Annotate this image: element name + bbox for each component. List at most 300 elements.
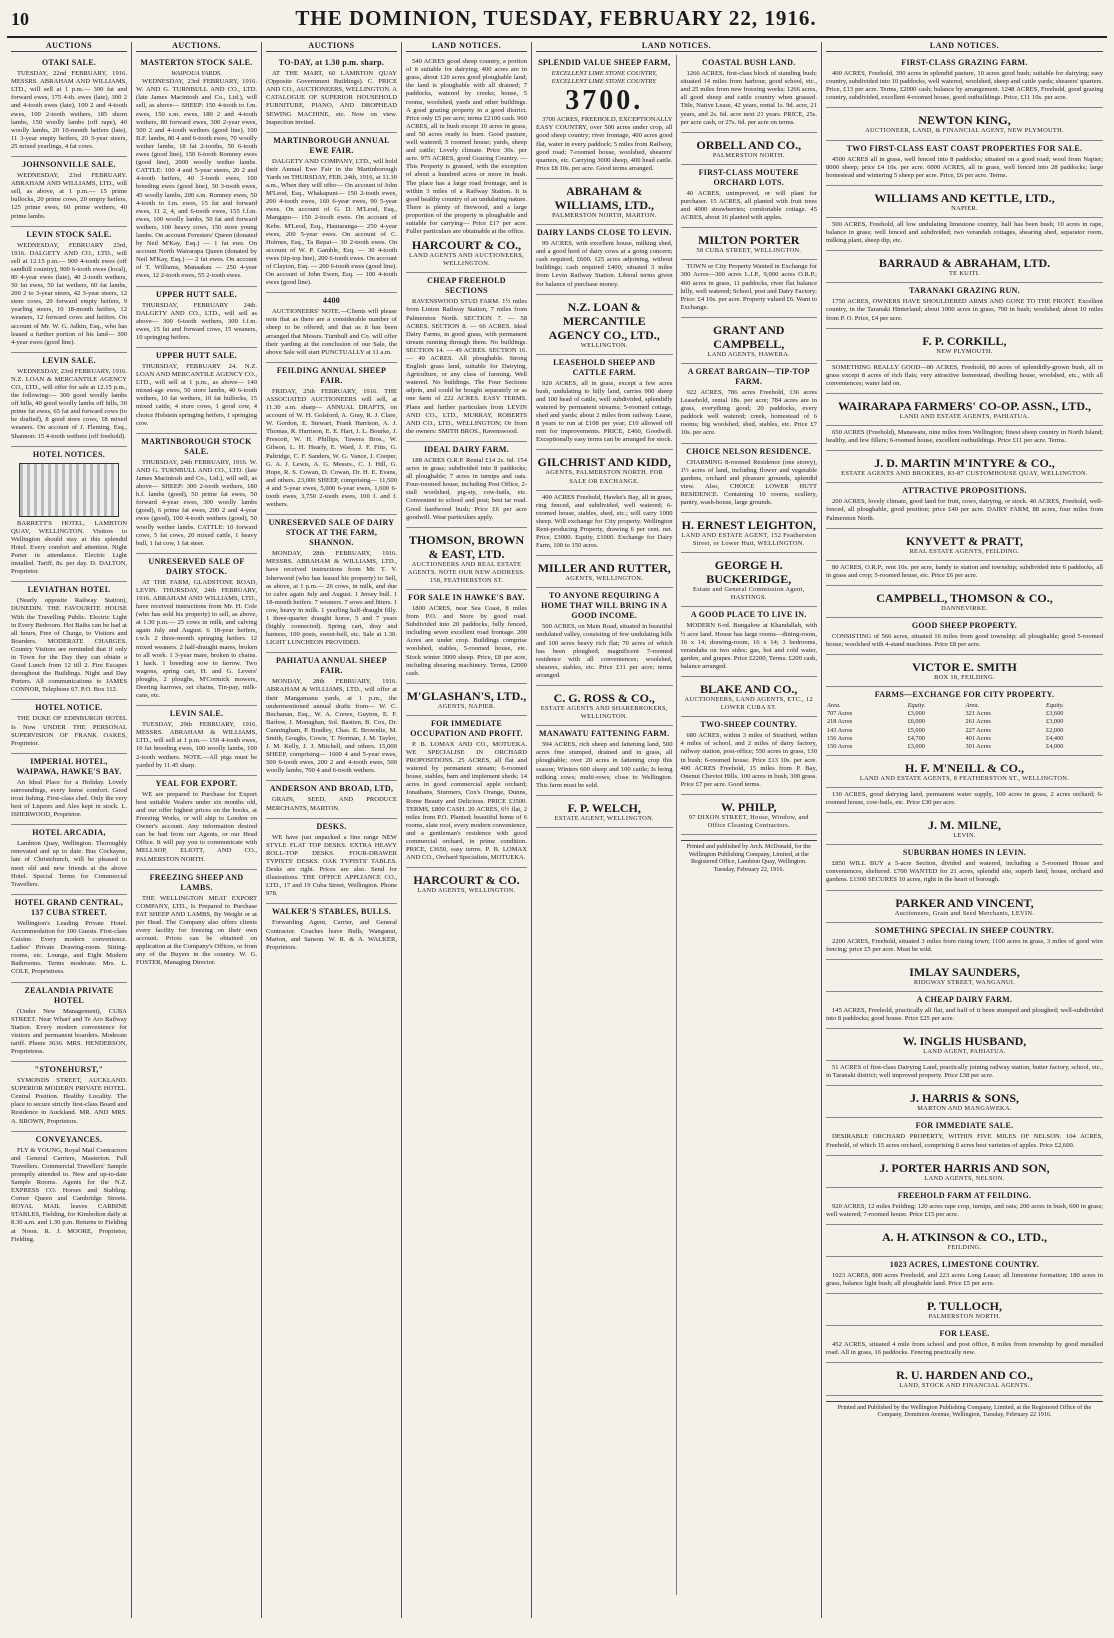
advertisement: [681, 795, 818, 835]
advertiser-name: GEORGE H. BUCKERIDGE,: [706, 558, 792, 587]
ad-heading: CHEAP FREEHOLD SECTIONS: [427, 276, 506, 296]
ad-heading: UPPER HUTT SALE.: [156, 351, 237, 360]
advertisement: [681, 55, 818, 133]
advertisement: [536, 556, 673, 588]
ad-heading: HOTEL NOTICE.: [35, 703, 103, 713]
ad-heading: 1023 ACRES, LIMESTONE COUNTRY.: [889, 1260, 1040, 1269]
ad-heading: HOTEL NOTICES.: [32, 449, 106, 459]
advertisement: [826, 108, 1103, 140]
ad-heading: SUBURBAN HOMES IN LEVIN.: [902, 848, 1027, 858]
advertisement: [826, 586, 1103, 618]
ad-body: FLY & YOUNG, Royal Mail Contractors and General Carriers, Masterton. Full Travellers. Commercial Travellers' Sample promptly attended to. New and up-to-date Sample Rooms. Agents for the N.Z. EXPRESS CO. Horses and Stabling. Corner Queen and Cambridge Streets. ROYAL MAIL leaves CARBINE STABLES, Fielding, for Kimbolton daily at 8.30 a.m. and 1.30 p.m. Returns to Fielding at Noon. R. J. MOORE, Proprietor, Fielding.: [11, 1146, 127, 1243]
advertisement: [681, 318, 818, 364]
ad-heading: OTAKI SALE.: [41, 58, 97, 68]
advertisement: [266, 904, 397, 956]
advertiser-name: HARCOURT & CO.,: [411, 238, 522, 253]
advertisement: [681, 553, 818, 607]
advertisement: [406, 590, 527, 684]
advertisement: [136, 287, 257, 348]
advertisement: [11, 825, 127, 895]
ad-body: RAVENSWOOD STUD FARM. 1½ miles from Linton Railway Station, 7 miles from Palmerston North. SECTION 7. — 58 ACRES. SECTION 8. — 66 ACRES. Ideal Dairy Farms, in good grass, with permanent stream running through them. No buildings. SECTION 14. — 49 ACRES. SECTION 16. — 49 ACRES. All ploughable. Strong English grass land, suitable for Dairying, Agriculture, or any class of farming. Well watered. No buildings. The Four Sections adjoin, and could be bought separately or as one farm of 222 ACRES. EASY TERMS. Plans and further particulars from LEVIN AND CO., LTD., MURRAY, ROBERTS AND CO., LTD., WELLINGTON; Or from the owners: SMITH BROS., Ravenswood.: [406, 298, 527, 435]
advertisement: [826, 845, 1103, 890]
advertiser-name: P. TULLOCH,: [926, 1299, 1003, 1314]
columns: [7, 42, 1107, 1618]
ad-body: 920 ACRES, 12 miles Feilding; 120 acres rape crop, turnips, and oats; 200 acres in bush, 600 in grass; well watered; 7-roomed house. Price £15 per acre.: [826, 1202, 1103, 1218]
advertisement: [681, 133, 818, 165]
ad-heading: TO ANYONE REQUIRING A HOME THAT WILL BRING IN A GOOD INCOME.: [541, 591, 668, 621]
column-2: [132, 42, 262, 1618]
advertisement: [681, 228, 818, 260]
advertisement: [826, 529, 1103, 561]
advertiser-address: LAND AGENTS, WELLINGTON.: [417, 887, 516, 895]
ad-heading: FOR LEASE.: [939, 1329, 990, 1339]
advertiser-address: 58 CUBA STREET, WELLINGTON.: [696, 247, 802, 255]
advertiser-address: LAND AGENTS, NELSON.: [924, 1174, 1005, 1182]
advertiser-address: LAND, STOCK AND FINANCIAL AGENTS.: [899, 1382, 1030, 1390]
advertiser-name: GILCHRIST AND KIDD,: [537, 455, 671, 470]
table-cell: Area.: [827, 702, 841, 710]
advertiser-name: HARCOURT & CO.: [413, 873, 520, 888]
ad-body: 594 ACRES, rich sheep and fattening land, 500 acres fine stumped, drained and in grass, all ploughable; over 20 acres in fattening crop this season; Winters 600 sheep and 100 cattle; Is being milking cows; multi-rows; close to Wellington. This farm must be sold.: [536, 741, 673, 789]
advertisement: [406, 716, 527, 868]
ad-body: 145 ACRES, Freehold, practically all flat, and half of it been stumped and ploughed; well-subdivided into 8 paddocks; good house. Price £25 per acre.: [826, 1006, 1103, 1022]
advertiser-address: AUCTIONEER, LAND, & FINANCIAL AGENT, NEW PLYMOUTH.: [865, 127, 1064, 135]
ad-heading: LEVIN SALE.: [169, 709, 224, 719]
column-heading: AUCTIONS: [11, 42, 127, 52]
advertiser-address: AGENTS, WELLINGTON.: [565, 575, 644, 583]
table-cell: 321 Acres: [965, 710, 991, 718]
ad-body: TOWN or City Property Wanted in Exchange for 300 Acres—300 acres L.I.P., 9,000 acres O.R.P.; 460 acres in grass, 11 paddocks, river flat balance hilly, well watered; School, post and Dairy Factory; Price: £4 10s. per acre. Property valued £6. Want to Exchange.: [680, 263, 817, 311]
advertisement: [536, 686, 673, 726]
farms-table: [826, 702, 1103, 751]
ad-body: THE DUKE OF EDINBURGH HOTEL Is Now UNDER THE PERSONAL SUPERVISION OF FRANK OAKES, Proprietor.: [11, 715, 127, 747]
ad-body: Forwarding Agent, Carrier, and General Contractor. Coaches leave Bulls, Wanganui, Marton, and Sanson. W. R. & A. WALKER, Proprietors.: [266, 919, 397, 951]
ad-body: DESIRABLE ORCHARD PROPERTY, WITHIN FIVE MILES OF NELSON. 104 ACRES, Freehold, of which 15 acres orchard, comprising 6 acres best varieties of apples. Price £2,600.: [826, 1133, 1103, 1149]
advertisement: [11, 157, 127, 227]
ad-heading: HOTEL GRAND CENTRAL, 137 CUBA STREET.: [14, 897, 124, 917]
ad-body: 1266 ACRES, first-class block of standing bush; situated 14 miles from harbour, good school, etc., and 25 miles from new freezing works; 1266 acres, all good sheep and cattle country when grassed. Title, Native Lease, 42 years, rental 1s. 9d. acre, 21 years, and 2s. 6d. acre next 21 years. PRICE, 25s. per acre cash, or 27s. 6d. per acre on terms.: [680, 70, 817, 126]
advertisement: [266, 781, 397, 818]
ad-heading: FOR IMMEDIATE SALE.: [915, 1121, 1014, 1131]
advertisement: [11, 227, 127, 353]
ad-body: THE WELLINGTON MEAT EXPORT COMPANY, LTD., Is Prepared to Purchase FAT SHEEP AND LAMBS, By Weight or at per Head. The Company also offers clients every facility for freezing on their own account. Prices can be obtained on application at the Company's Offices, or from any of the Buyers in the country. W. G. FOSTER, Managing Director.: [136, 894, 257, 967]
ad-body: 680 ACRES, within 3 miles of Stratford, within 4 miles of school, and 2 miles of dairy factory, railway station, post-office; 550 acres in grass, 130 in bush; 6-roomed house. Price £13 10s. per acre. 400 ACRES Freehold, 15 miles from P. Bay, Onenui Cheviot Hills. 100 acres in bush, 300 grass. Price £7 per acre. Good terms.: [680, 732, 817, 788]
table-cell: Equity.: [907, 702, 926, 710]
printer-imprint: Printed and Published by the Wellington Publishing Company, Limited, at the Registered Office of the Company, Dominion Avenue, Wellington, Tuesday, February 22 1916.: [826, 1401, 1103, 1419]
ad-heading: UPPER HUTT SALE.: [156, 289, 237, 299]
ad-heading: CHOICE NELSON RESIDENCE.: [686, 446, 812, 456]
table-cell: 156 Acres: [827, 734, 853, 742]
advertisement: [826, 451, 1103, 483]
table-cell: £3,000: [907, 710, 925, 718]
ad-body: SYMONDS STREET, AUCKLAND. SUPERIOR MODERN PRIVATE HOTEL. Central Position. Healthy Locality. The place to secure strictly first-class Board and Residence in Auckland. MR. AND MRS. A. BROWN, Proprietors.: [11, 1077, 127, 1125]
ad-heading: A GREAT BARGAIN—TIP-TOP FARM.: [687, 366, 810, 386]
advertisement: [826, 1086, 1103, 1118]
advertisement: [826, 55, 1103, 108]
advertisement: [536, 491, 673, 557]
advertisement: [406, 868, 527, 899]
advertiser-name: W. PHILP,: [721, 799, 777, 814]
ad-body: CHARMING 8-roomed Residence (one storey), 1½ acres of land, including flower and vegetable gardens, orchard and pleasure grounds, splendid view. Also, CHOICE LOWER HUTT RESIDENCE. Containing 10 rooms, scullery, pantry, wash-house, large grounds.: [680, 458, 817, 506]
advertiser-address: AGENTS, PALMERSTON NORTH. FOR SALE OR EXCHANGE.: [545, 469, 664, 485]
advertisement: [136, 706, 257, 776]
table-row: [826, 743, 1103, 751]
ad-heading: COASTAL BUSH LAND.: [702, 58, 796, 68]
ad-heading: MANAWATU FATTENING FARM.: [539, 729, 670, 739]
ad-heading: A GOOD PLACE TO LIVE IN.: [690, 610, 807, 620]
advertiser-address: BOX 18, FEILDING.: [934, 674, 995, 682]
advertiser-name: ABRAHAM & WILLIAMS, LTD.,: [554, 183, 655, 212]
ad-body: 3700 ACRES, FREEHOLD, EXCEPTIONALLY EASY COUNTRY, over 500 acres under crop, all good sheep country; river frontage, 400 acres good flat, water in every paddock; 5 miles from Railway, good road; 7-roomed house, woolshed, shearers' quarters, etc. Carrying 3000 sheep, 400 head cattle. Price £8 10s. per acre. Good terms arranged.: [536, 116, 673, 172]
ad-body: SOMETHING REALLY GOOD—80 ACRES, Freehold, 80 acres of splendidly-grown bush, all in grass except 8 acres of rich flats; very attractive homestead, dwelling house, woolshed, etc., with all conveniences; water laid on.: [826, 363, 1103, 387]
advertisement: [681, 513, 818, 553]
table-cell: Area.: [965, 702, 980, 710]
ad-heading: FREEZING SHEEP AND LAMBS.: [149, 872, 244, 892]
advertisement: [136, 554, 257, 706]
ad-heading: ZEALANDIA PRIVATE HOTEL: [24, 985, 114, 1005]
advertisement: [826, 618, 1103, 655]
ad-heading: LEVIATHAN HOTEL: [27, 585, 111, 595]
advertisement: [826, 1029, 1103, 1061]
table-row: [826, 710, 1103, 718]
table-cell: £3,600: [1046, 710, 1064, 718]
ad-body: (Nearly opposite Railway Station), DUNEDIN. THE FAVOURITE HOUSE With the Travelling Public. Electric Light in Every Bedroom. Hot Baths can be had at all hours, Free of Charge, to Visitors and Boarders. MODERATE CHARGES. Country Visitors are reminded that if only in Town for the Day they can obtain a Good Lunch from 12 till 2. Fire Escapes throughout the Buildings. Night and Day Porters. All communications to JAMES CONNOR, Telephone 67. P.O. Box 112.: [11, 597, 127, 694]
advertisement: [11, 983, 127, 1063]
advertisement: [826, 329, 1103, 361]
ad-body: THURSDAY, FEBRUARY 24th. DALGETY AND CO., LTD., will sell as above— 300 6-tooth wethers, 300 f.f.m. ewes, 15 fat and forward cows, 15 weaners, 10 springing heifers.: [136, 301, 257, 341]
advertiser-name: H. F. M'NEILL & CO.,: [905, 760, 1024, 775]
advertisement: [536, 55, 673, 179]
advertisement: [11, 1062, 127, 1132]
ad-heading: GOOD SHEEP PROPERTY.: [911, 621, 1018, 630]
advertisement: [826, 1326, 1103, 1363]
table-cell: 227 Acres: [965, 726, 991, 734]
table-cell: £4,000: [1046, 742, 1064, 750]
advertisement: [406, 273, 527, 442]
advertisement: [536, 796, 673, 828]
advertiser-address: LEVIN.: [953, 832, 976, 840]
advertisement: [826, 561, 1103, 586]
advertiser-address: ESTATE AGENTS AND SHAREBROKERS, WELLINGTON.: [540, 705, 668, 721]
ad-body: GRAIN, SEED, AND PRODUCE MERCHANTS, MARTON.: [266, 796, 397, 812]
advertiser-name: CAMPBELL, THOMSON & CO.,: [876, 590, 1053, 605]
advertiser-name: J. HARRIS & SONS,: [909, 1091, 1020, 1106]
advertiser-name: N.Z. LOAN & MERCANTILE AGENCY CO., LTD.,: [548, 299, 660, 342]
advertisement: [826, 655, 1103, 687]
column-4-ads: [406, 55, 527, 899]
column-heading: LAND NOTICES.: [826, 42, 1103, 52]
ad-body: WEDNESDAY, 23rd FEBRUARY, 1916. W. AND G. TURNBULL AND CO., LTD. (late James Macintosh and Co., Ltd.), will sell, as above— SHEEP: 150 4-tooth to f.m. ewes, 150 s.m. ewes, 180 2 and 4-tooth wethers, 80 forward ewes, 300 2-year ewes, 500 2 and 4-tooth wethers (good line), 100 B.F. lambs, 80 4 and 6-tooth ewes, 70 woolly wether lambs, 18 fat 2-tooths, 50 6-tooth ewes (good line), 150 6-tooth Romney ewes (good line), 2000 woolly wether lambs. CATTLE: 100 4 and 5-year steers, 20 2 and 4-tooth heifers, 40 3-tooth ewes, 100 breeding ewes (good line), 30 3-tooth ewes, 45 woolly lambs, 200 s.m. Romney ewes, 50 4-tooth to f.m. ewes, 15 fat and forward ewes, 11 2, 4, and 6-tooth ewes, 155 f.f.m. ewes, 100 woolly lambs, 50 fat and forward wethers, 100 heavy cows, 150 store young lambs. On account Foresters' Queen (donated by Neil M'Kay, Esq.) — 1 fat ewe. On account North Wairarapa Queen (donated by Neil M'Kay, Esq.) — 2 fat ewes. On account of T. Williams, Manaakau — 250 4-year ewes, 12 2-tooth ewes, 55 2-tooth ewes.: [136, 78, 257, 280]
ad-body: 188 ACRES O.R.P. Rental £14 2s. 6d. 154 acres in grass; subdivided into 8 paddocks; all ploughable; 7 acres in turnips and oats. Four-roomed house, including Post Office, 2-stall woolshed, pig-sty, cow-bails, etc. Convenient to school and post; best tar road. Good hardwood bush; Price £6 per acre goodwill. Wear particulars apply.: [406, 456, 527, 521]
advertisement: [11, 700, 127, 753]
advertiser-address: NEW PLYMOUTH.: [936, 347, 993, 355]
advertiser-address: PALMERSTON NORTH.: [712, 151, 785, 159]
table-cell: 143 Acres: [827, 726, 853, 734]
advertiser-name: PARKER AND VINCENT,: [895, 895, 1034, 910]
table-cell: £3,000: [1046, 718, 1064, 726]
advertiser-address: TE KUITI.: [948, 270, 981, 278]
ad-body: 200 ACRES, lovely climate, good land for fruit, cows, dairying, or stock. 40 ACRES, Freehold, well-fenced, all ploughable, good position; price £40 per acre. DAIRY FARM, 88 acres, four miles from Palmerston North.: [826, 498, 1103, 522]
advertiser-address: DANNEVIRKE.: [941, 604, 988, 612]
advertiser-address: LAND AND ESTATE AGENT, 152 Featherston Street, or Lower Hutt, WELLINGTON.: [681, 532, 817, 548]
advertiser-name: R. U. HARDEN AND CO.,: [896, 1368, 1033, 1383]
advertiser-address: LAND AGENT, PAHIATUA.: [923, 1048, 1006, 1056]
advertisement: [826, 1396, 1103, 1423]
column-heading: AUCTIONS: [266, 42, 397, 52]
ad-heading: FOR SALE IN HAWKE'S BAY.: [408, 592, 525, 602]
advertisement: [826, 251, 1103, 283]
table-row: [826, 702, 1103, 710]
advertisement: [136, 870, 257, 973]
ad-heading: IDEAL DAIRY FARM.: [423, 444, 510, 454]
advertisement: [11, 353, 127, 447]
table-cell: 401 Acres: [965, 734, 991, 742]
ad-heading: TO-DAY, at 1.30 p.m. sharp.: [278, 58, 385, 68]
ad-body: THURSDAY, 24th FEBRUARY, 1916. W. AND G. TURNBULL AND CO., LTD. (late James Macintosh and Co., Ltd.), will sell, as above— SHEEP: 300 2-tooth wethers, 180 b.f. lambs (good), 50 prime fat ewes, 50 forward 4-year ewes, 300 woolly lambs (good), 6 prime fat ewes, 200 2 and 4-year ewes (good), 100 4-tooth wethers (good), 50 woolly wether lambs. CATTLE: 10 forward cows, 5 fat cows, 20 mixed cattle, 1 heavy bull, 1 fat cow, 1 fat steer.: [136, 458, 257, 547]
advertiser-name: GRANT AND CAMPBELL,: [713, 322, 785, 351]
ad-heading: TARANAKI GRAZING RUN.: [909, 286, 1020, 296]
masthead: [7, 6, 1107, 38]
advertisement: [11, 582, 127, 700]
table-cell: 150 Acres: [827, 742, 853, 750]
ad-heading: A CHEAP DAIRY FARM.: [916, 994, 1013, 1004]
advertisement: [826, 992, 1103, 1029]
table-cell: £3,000: [907, 742, 925, 750]
ad-heading: FARMS—EXCHANGE FOR CITY PROPERTY.: [874, 690, 1055, 700]
advertisement: [681, 444, 818, 514]
advertisement: [681, 165, 818, 228]
advertiser-name: BARRAUD & ABRAHAM, LTD.: [878, 256, 1051, 271]
advertisement: [681, 364, 818, 444]
ad-body: 500 ACRES, on Main Road, situated in beautiful undulated valley, consisting of few undulating hills and 100 acres heavy rich flat; 70 acres of which has been ploughed; magnificent 7-roomed residence with all conveniences; woolshed, shearers, stables, etc. Price £11 per acre; terms arranged.: [536, 623, 673, 679]
ad-body: AT THE MART, 60 LAMBTON QUAY (Opposite Government Buildings). C. PRICE AND CO., AUCTIONEERS, WELLINGTON. A CATALOGUE OF SUPERIOR HOUSEHOLD FURNITURE, PIANO, AND DROPHEAD SEWING MACHINE, etc. Now on view. Inspection invited.: [266, 70, 397, 126]
advertiser-address: RIDGWAY STREET, WANGANUI.: [913, 978, 1016, 986]
advertisement: [681, 260, 818, 318]
ad-heading: ATTRACTIVE PROPOSITIONS.: [902, 486, 1027, 496]
advertisement: [136, 434, 257, 554]
ad-body: WE have just unpacked a fine range NEW STYLE FLAT TOP DESKS. EXTRA HEAVY ROLL-TOP DESKS. FOUR-DRAWER TYPISTS' DESKS. OAK TYPISTS' TABLES. Desks are right. Prices are also. Send for illustrations. THE OFFICE APPLIANCE CO., LTD., 17 and 19 Cuba Street, Wellington. Phone 978.: [266, 833, 397, 898]
table-row: [826, 718, 1103, 726]
advertiser-address: AUCTIONEERS, LAND AGENTS, ETC., 12 LOWER CUBA ST.: [684, 696, 813, 712]
advertisement: [826, 756, 1103, 788]
advertiser-address: NAPIER.: [951, 204, 978, 212]
advertiser-name: WILLIAMS AND KETTLE, LTD.,: [874, 190, 1055, 205]
advertisement: [536, 450, 673, 490]
advertisement: [536, 355, 673, 451]
advertisement: [266, 363, 397, 515]
advertiser-name: KNYVETT & PRATT,: [905, 533, 1023, 548]
ad-body: AUCTIONEERS' NOTE.—Clients will please note that as there are a considerable number of sheep to be offered, and that as it has been arranged that Messrs. Turnbull and Co. will offer their yarding at the conclusion of our Sale, the above Sale will start PUNCTUALLY at 11 a.m.: [266, 308, 397, 356]
table-cell: 707 Acres: [827, 710, 853, 718]
ad-body: 922 ACRES, 786 acres Freehold, 136 acres Leasehold, rental 18s. per acre; 784 acres are in grass, everything good; 20 paddocks, every paddock well watered; creek, homestead of 6 rooms; big woolshed, shed, stables, etc. Price £7 10s. per acre.: [680, 388, 817, 437]
table-row: [826, 735, 1103, 743]
advertiser-address: Auctioneers, Grain and Seed Merchants, LEVIN.: [894, 909, 1035, 917]
advertisement: [406, 684, 527, 716]
table-cell: £4,400: [1046, 734, 1064, 742]
advertisement: [266, 133, 397, 294]
advertisement: [826, 483, 1103, 528]
table-cell: £5,000: [907, 726, 925, 734]
advertisement: [11, 1132, 127, 1249]
ad-heading: IMPERIAL HOTEL, WAIPAWA, HAWKE'S BAY.: [16, 756, 122, 776]
advertisement: [826, 361, 1103, 394]
advertiser-address: Estate and General Commission Agent, HASTINGS.: [693, 586, 805, 602]
advertiser-name: WAIRARAPA FARMERS' CO-OP. ASSN., LTD.,: [837, 398, 1092, 413]
table-row: [826, 727, 1103, 735]
advertisement: [536, 295, 673, 355]
advertisement: [826, 891, 1103, 923]
advertisement: [826, 394, 1103, 426]
advertiser-name: ORBELL AND CO.,: [696, 137, 802, 152]
ad-body: 51 ACRES of first-class Dairying Land, practically joining railway station, butter factory, school, etc., in Taranaki district; well improved property. Price £38 per acre.: [826, 1064, 1103, 1080]
advertisement: [826, 1061, 1103, 1086]
ad-body: 2200 ACRES, Freehold, situated 3 miles from rising town; 1100 acres in grass, 3 miles of good wire fencing; price £5 per acre. Must be sold.: [826, 937, 1103, 953]
ad-heading: FOR IMMEDIATE OCCUPATION AND PROFIT.: [410, 718, 523, 738]
ad-body: £850 WILL BUY a 5-acre Section, divided and watered, including a 5-roomed House and conveniences, sheltered. £700 WANTED for 21 acres, splendid site, superb land, house, orchard and gardens. £1300 SECURES 10 acres, right in the heart of borough.: [826, 860, 1103, 884]
ad-body: 500 ACRES, Freehold, all low undulating limestone country, half has been bush; 10 acres in rape, balance in grass; well fenced and subdivided; two verandah cottages, shearing shed, separator room, milking plant, sheep dip, etc.: [826, 220, 1103, 245]
ad-heading: HOTEL ARCADIA,: [32, 828, 106, 838]
ad-body: TUESDAY, 29th FEBRUARY, 1916. MESSRS. ABRAHAM & WILLIAMS, LTD., will sell at 1 p.m.— 150 4-tooth ewes, 10 fat breeding ewes, 100 woolly lambs, 100 2-tooth wethers. NOTE.—All pigs must be yarded by 11.45 sharp.: [136, 721, 257, 769]
ad-body: MODERN 6-rd. Bungalow at Khandallah, with ½ acre land. House has large rooms—dining-room, 16 x 14; drawing-room, 16 x 14; 3 bedrooms, verandahs on two sides; gas, hot and cold water, garden, and grapes. Price £2200, Terms. £200 cash, balance arranged.: [680, 622, 817, 670]
advertisement: [536, 179, 673, 225]
ad-heading: 4400: [322, 296, 341, 306]
advertisement: [826, 1294, 1103, 1326]
advertiser-address: FEILDING.: [947, 1243, 982, 1251]
newspaper-page: [7, 6, 1107, 1626]
ad-body: 99 ACRES, with excellent house, milking shed, and a good herd of dairy cows at a going concern; cash required, £600. 125 acres adjoining, without buildings; cash required £400; situated 3 miles from Levin Railway Station. Liberal terms given for balance of purchase money.: [536, 240, 673, 288]
ad-heading: FIRST-CLASS MOUTERE ORCHARD LOTS.: [698, 167, 799, 187]
advertisement: [826, 141, 1103, 186]
column-3: [262, 42, 402, 1618]
ad-body: An Ideal Place for a Holiday. Lovely surroundings, every home comfort. Good trout fishing. First-class chef. Only the very best of Liquors and Ales kept in stock. L. ISHERWOOD, Proprietor.: [11, 778, 127, 819]
advertiser-address: REAL ESTATE AGENTS, FEILDING.: [909, 547, 1020, 555]
advertiser-name: MILLER AND RUTTER,: [537, 561, 671, 576]
ad-heading: FIRST-CLASS GRAZING FARM.: [901, 58, 1028, 68]
advertisement: [266, 55, 397, 133]
advertiser-address: AUCTIONEERS AND REAL ESTATE AGENTS. NOTE OUR NEW ADDRESS: 158, FEATHERSTON ST.: [407, 560, 526, 584]
advertisement: [266, 653, 397, 781]
ad-body: DALGETY AND COMPANY, LTD., will hold their Annual Ewe Fair in the Martinborough Yards on THURSDAY, FEB. 24th, 1916, at 11.30 a.m., When they will offer— On account of John M'Leod, Esq., Whakapuni— 150 2-tooth ewes, 200 4-tooth ewes, 160 6-year ewes, 90 5-year ewes. On account of G. D. M'Leod, Esq., Mangapu— 150 2-tooth ewes. On account of Kebs. M'Leod, Esq., Hautaranga— 250 4-year ewes, 200 5-year ewes. On account of C. Holmes, Esq., Ta Repai— 30 2-tooth ewes. On account of W. P. Gamble, Esq. — 30 4-tooth ewes (tip-top line), 200 6-tooth ewes. On account of Clayton, Esq. — 200 6-tooth ewes (good line). On account of John Ewen, Esq. — 100 4-tooth ewes (good line).: [266, 157, 397, 287]
ad-heading: LEVIN STOCK SALE.: [26, 229, 112, 239]
advertiser-address: LAND AGENTS AND AUCTIONEERS, WELLINGTON.: [409, 252, 524, 268]
advertiser-name: A. H. ATKINSON & CO., LTD.,: [881, 1229, 1048, 1244]
advertisement: [826, 923, 1103, 960]
ad-body: 4500 ACRES all in grass, well fenced into 8 paddocks; situated on a good road; wool from Napier; 8000 sheep; price £4 10s. per acre. 6000 ACRES, all in grass, well fenced into 28 paddocks; large homestead and wintering 5 sheep per acre. Price, £6 per acre. Terms.: [826, 155, 1103, 179]
column-3-ads: [266, 55, 397, 957]
advertiser-name: F. P. CORKILL,: [922, 333, 1007, 348]
ad-body: CONSISTING of 566 acres, situated 16 miles from good township; all ploughable; good 5-roomed house; woolshed with 4-stand machines. Price £8 per acre.: [826, 633, 1103, 649]
advertiser-name: IMLAY SAUNDERS,: [909, 964, 1020, 979]
ad-display-number: 3700.: [565, 85, 644, 117]
ad-body: MONDAY, 28th FEBRUARY, 1916. MESSRS. ABRAHAM & WILLIAMS, LTD., have received instructions from Mr. T. V. Isherwood (who has leased his property) to Sell, as above, at 1 p.m.— 26 cows, in milk, and due to calve again July and August. 1 Jersey bull. 1 18-month heifers. 7 weaners. 7 sows and litters. 1 cow, heavy in milk. 1 yearling half-draught filly. 1 three-quarter draught horse, 5 and 7 years (highly connected). Spring cart, dray and harness, 100 posts, sweet-bell, etc. Sale at 1.30. LIGHT LUNCHEON PROVIDED.: [266, 550, 397, 647]
advertiser-name: M'GLASHAN'S, LTD.,: [406, 688, 527, 703]
column-2-ads: [136, 55, 257, 972]
ad-body: TUESDAY, 22nd FEBRUARY, 1916. MESSRS. ABRAHAM AND WILLIAMS, LTD., will sell at 1 p.m.— 300 fat and forward ewes, 175 4-th. ewes (late), 300 2 and 4-tooth ewes (late), 100 2 and 4-tooth ewes, 100 2-tooth wethers, 185 shorn lambs, 150 woolly lambs (off rape), 40 woolly lambs, 20 10-month heifers (late), 11 3-year empty heifers, 20 3-year steers, 25 mixed yearlings, 4 fat cows.: [11, 70, 127, 150]
ad-heading: FEILDING ANNUAL SHEEP FAIR.: [276, 365, 387, 385]
table-cell: 218 Acres: [827, 718, 853, 726]
advertisement: [681, 717, 818, 795]
ad-heading: DAIRY LANDS CLOSE TO LEVIN.: [536, 228, 672, 238]
advertisement: [266, 819, 397, 905]
ad-body: 920 ACRES, all in grass, except a few acres bush, undulating to hilly land, carries 900 sheep and 100 head of cattle, well subdivided, splendidly watered by permanent streams; 5-roomed cottage, shed and yards; about 2 miles from railway. Lease, 8 years to run at £108 per year; £10 allowed off rent for improvements. PRICE, £460, Goodwill. Exceptionally easy terms can be arranged for stock.: [536, 379, 673, 444]
ad-body: AT THE FARM, GLADSTONE ROAD, LEVIN. THURSDAY, 24th FEBRUARY, 1916. ABRAHAM AND WILLIAMS, LTD., have received instructions from Mr. H. Cole (who has sold his property) to sell, as above, at 1.30 p.m.— 25 cows in milk, and calving again July and August. 6 18-year heifers, r.w.b. 2 three-month springing heifers. 12 mixed weaners. 2 half-draught mares, broken to all work. 1 3-year mare, broken to chains. 1 hack. 1 breeding sow to farrow. Two wagons, spring cart, H. and G. Levers' ploughs, 2 ploughs, M'Cormick mowers, Deering harrows, set chains, Tin-pay, milk-cans, etc.: [136, 578, 257, 700]
ad-body: (Under New Management), CUBA STREET. Near Wharf and Te Aro Railway Station. Every modern convenience for visitors and permanent boarders. Moderate tariff. Phone 3636. MRS. HENDERSON, Proprietress.: [11, 1007, 127, 1055]
advertiser-name: VICTOR E. SMITH: [912, 660, 1017, 675]
ad-body: 40 ACRES, unimproved, or will plant for purchaser. 15 ACRES, all planted with fruit trees and 4000 strawberries; comfortable cottage. 45 ACRES, about 16 planted with apples.: [680, 189, 817, 222]
column-1: [7, 42, 132, 1618]
ad-heading: MASTERTON STOCK SALE.: [140, 58, 253, 68]
advertisement: [266, 293, 397, 363]
ad-body: 650 ACRES (Freehold), Manawatu, nine miles from Wellington; finest sheep country in North Island; healthy, and few fillers; 6-roomed house, excellent outbuildings. Price £11 per acre. Terms.: [826, 429, 1103, 445]
page-number: 10: [11, 9, 29, 29]
advertisement: [826, 1118, 1103, 1155]
advertisement: [826, 1225, 1103, 1257]
ad-subheading: WAIPOUA YARDS.: [171, 70, 222, 78]
advertiser-name: J. PORTER HARRIS AND SON,: [879, 1160, 1050, 1175]
table-cell: 261 Acres: [965, 718, 991, 726]
ad-heading: FREEHOLD FARM AT FEILDING.: [897, 1190, 1032, 1200]
advertisement: [136, 55, 257, 286]
column-heading: LAND NOTICES.: [406, 42, 527, 52]
advertiser-name: BLAKE AND CO.,: [700, 682, 798, 697]
advertisement: [826, 1257, 1103, 1294]
ad-heading: SOMETHING SPECIAL IN SHEEP COUNTRY.: [874, 925, 1055, 935]
ad-heading: LEVIN SALE.: [42, 355, 96, 365]
ad-body: 452 ACRES, situated 4 mile from school and post office, 8 miles from township by good metalled road. All in grass, 16 paddocks. Fencing practically new.: [826, 1341, 1103, 1357]
advertiser-address: ESTATE AGENTS AND BROKERS, 83-87 CUSTOMHOUSE QUAY, WELLINGTON.: [841, 470, 1088, 478]
table-cell: Equity.: [1046, 702, 1064, 710]
advertisement: [11, 447, 127, 583]
advertiser-address: MARTON AND MANGAWEKA.: [917, 1105, 1012, 1113]
advertisement: [406, 55, 527, 273]
advertisement: [536, 588, 673, 686]
ad-body: WEDNESDAY, FEBRUARY 23rd, 1916. DALGETY AND CO., LTD., will sell at 12.15 p.m.— 900 4-tooth ewes (off sandhill country), 900 6-tooth ewes (local), 80 4-year ewes (late), 40 2-tooth wethers, 50 fat ewes, 50 fat wethers, 60 fat lambs, 200 2 to 3-year steers, 42 3-year steers, 12 store cows, 20 forward empty heifers, 9 yearling steers, 10 18-month heifers, 12 weaners, 12 forward cows and heifers. On account of Mr. W. G. Adkin, Esq., who has leased a further portion of his land— 300 4-year ewes (good line).: [11, 241, 127, 346]
advertisement: [536, 726, 673, 796]
ad-heading: LEASEHOLD SHEEP AND CATTLE FARM.: [553, 357, 656, 377]
advertiser-name: F. P. WELCH,: [567, 800, 641, 815]
advertiser-name: W. INGLIS HUSBAND,: [902, 1034, 1027, 1049]
ad-body: 80 ACRES, O.R.P., rent 10s. per acre, handy to station and township; subdivided into 6 paddocks, all in grass and crop; 5-roomed house, etc. Price £6 per acre.: [826, 563, 1103, 579]
advertiser-name: MILTON PORTER: [698, 233, 800, 248]
advertisement: [136, 348, 257, 434]
ad-heading: ANDERSON AND BROAD, LTD,: [269, 784, 394, 794]
ad-body: 1800 ACRES, near Sea Coast, 8 miles from P.O. and Store by good road. Subdivided into 20 paddocks, fully fenced, including seven excellent road frontage. 200 Acres are under crop. Buildings comprise woolshed, stables, 5-roomed house, etc. Stock winter 3000 sheep. Price, £8 per acre, including shearing machinery. Terms, £2000 cash.: [406, 604, 527, 677]
table-cell: 301 Acres: [965, 742, 991, 750]
advertiser-name: C. G. ROSS & CO.,: [553, 691, 655, 706]
column-6: [822, 42, 1107, 1618]
ad-body: Lambton Quay, Wellington. Thoroughly renovated and up to date. Bus Cockayne, late of Christchurch, will be pleased to meet old and new friends at the above Hotel. Special Terms for Commercial Travellers.: [11, 840, 127, 888]
ad-heading: WALKER'S STABLES, BULLS.: [271, 907, 392, 917]
ad-body: BARRETT'S HOTEL, LAMBTON QUAY, WELLINGTON. Visitors to Wellington should stay at this splendid Hotel. Every comfort and attention. Night Porter in attendance. Electric Light installed. Tariff, 8s. per day. D. DALTON, Proprietor.: [11, 519, 127, 576]
advertiser-address: ESTATE AGENT, WELLINGTON.: [554, 814, 654, 822]
advertisement: [826, 788, 1103, 813]
ad-heading: TWO-SHEEP COUNTRY.: [700, 720, 798, 730]
ad-body: WEDNESDAY, 23rd FEBRUARY, 1916. N.Z. LOAN & MERCANTILE AGENCY CO., LTD., will offer for sale at 12.15 p.m., the following:— 300 good woolly lambs off hills, 40 good woolly lambs off hills, 30 prime fat ewes, 65 fat and forward cows (to be drafted), 8 good store cows, 18 mixed weaners. On account of J. Fleming, Esq., Shannon: 15 4-tooth wethers (off freehold).: [11, 367, 127, 440]
ad-heading: PAHIATUA ANNUAL SHEEP FAIR.: [276, 656, 387, 676]
column-1-ads: [11, 55, 127, 1249]
table-cell: £6,000: [907, 718, 925, 726]
ad-body: FRIDAY, 25th FEBRUARY, 1916. THE ASSOCIATED AUCTIONEERS will sell, at 11.30 a.m. sharp— ANNUAL DRAFTS, on account of W. H. Golsford, A. Gray, R. J. Clare, W. Gordon, E. Stewart, Frank Harrison, A. J. Thomas, R. Harrison, E. E. Hart, J. L. Bourke, J. Prescott, W. H. Phillips, Tawera Bros., W. Gibson, L. H. Hearly, E. Ward, J. F. Fitts, G. Paltridge, C. F. Sanders, W. G. Vance, J. Cooper, G. A. J. Lewis, A. G. Messrs., C. J. Hill, G. Hope, R. S. Cowan, D. Cowan, Dr. H. E. Evans, and others. 23,000 SHEEP, comprising— 11,500 4 and 5-year ewes, 5,000 6-year ewes, 1,600 6-tooth ewes, 3,750 2-tooth ewes, 100 f. and f. wethers.: [266, 387, 397, 509]
advertiser-name: THOMSON, BROWN & EAST, LTD.: [408, 532, 525, 561]
advertiser-address: LAND AND ESTATE AGENTS, PAHIATUA.: [899, 412, 1030, 420]
advertisement: [266, 515, 397, 653]
ad-body: 1023 ACRES, 800 acres Freehold, and 223 acres Long Lease; all limestone formation; 180 acres in grass, balance light bush; all ploughable land. Price £5 per acre.: [826, 1272, 1103, 1288]
ad-heading: JOHNSONVILLE SALE.: [22, 160, 116, 170]
ad-heading: UNRESERVED SALE OF DAIRY STOCK.: [148, 556, 245, 576]
ad-heading: CONVEYANCES.: [35, 1134, 103, 1144]
advertiser-name: H. ERNEST LEIGHTON,: [681, 518, 816, 533]
table-cell: £4,700: [907, 734, 925, 742]
